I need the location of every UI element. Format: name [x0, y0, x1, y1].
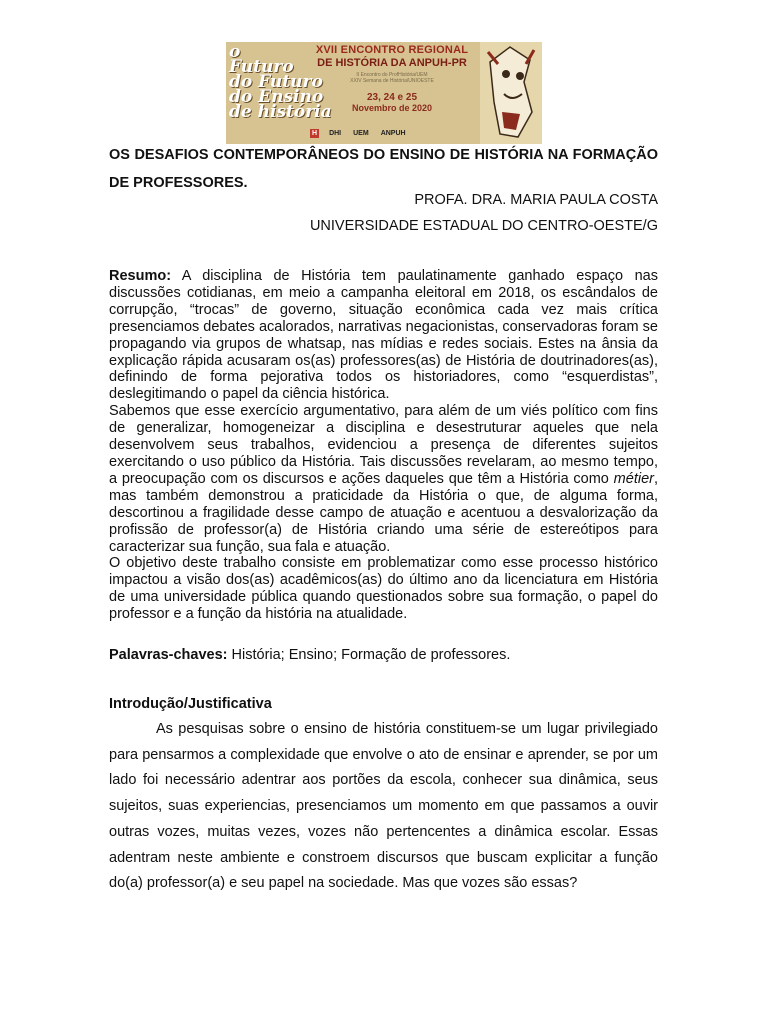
- banner-logos: [310, 126, 470, 140]
- abstract-paragraph-3: O objetivo deste trabalho consiste em problematizar como esse processo histórico impactou a visão dos(as) acadêmicos(as) do último ano da licenciatura em História de uma universidade pública quando questionados sobre sua formação, o papel do professor e a função da história na atualidade.: [109, 555, 658, 623]
- banner-logo: DHI: [329, 129, 342, 137]
- banner-title-line: do Futuro: [229, 72, 323, 92]
- author-institution: UNIVERSIDADE ESTADUAL DO CENTRO-OESTE/G: [309, 218, 658, 234]
- author-name: PROFA. DRA. MARIA PAULA COSTA: [414, 192, 658, 208]
- abstract-paragraph-2: [109, 403, 658, 555]
- abstract-text: Sabemos que esse exercício argumentativo, para além de um viés político com fins de generalizar, homogeneizar a disciplina e desestruturar aqueles que nela desenvolvem seus trabalhos, evidenciou a presença de diferentes sujeitos exercitando o uso público da História. Tais discussões revelaram, ao mesmo tempo, a preocupação com os discursos e ações daqueles que têm a História como: [109, 403, 658, 487]
- banner-title-line: do Ensino: [229, 87, 324, 107]
- banner-illustration-icon: [480, 42, 542, 144]
- banner-title-line: de história: [229, 102, 332, 122]
- event-banner: [226, 42, 542, 144]
- banner-event-line2: DE HISTÓRIA DA ANPUH-PR: [317, 57, 467, 69]
- abstract-text: , mas também demonstrou a praticidade da História o que, de alguma forma, descortinou a fragilidade desse campo de atuação e acentuou a desvalorização da profissão de professor(a) de História criando uma série de estereótipos para caracterizar sua função, sua fala e atuação.: [109, 470, 658, 555]
- paper-title: OS DESAFIOS CONTEMPORÂNEOS DO ENSINO DE HISTÓRIA NA FORMAÇÃO DE PROFESSORES.: [109, 147, 658, 191]
- keywords: [109, 647, 658, 663]
- banner-event-line1: XVII ENCONTRO REGIONAL: [315, 44, 469, 56]
- section-heading: Introdução/Justificativa: [109, 696, 272, 712]
- keywords-label: Palavras-chaves:: [109, 647, 228, 663]
- banner-event-line4: XXIV Semana de História/UNIOESTE: [350, 78, 434, 84]
- banner-title-line: o: [229, 42, 241, 62]
- banner-title-line: Futuro: [229, 57, 294, 77]
- banner-event-line3: II Encontro do ProfHistória/UEM: [356, 72, 428, 78]
- keywords-text: História; Ensino; Formação de professores.: [227, 647, 511, 663]
- abstract-paragraph-1: [109, 268, 658, 403]
- banner-logo: H: [312, 129, 318, 137]
- abstract-italic-term: métier: [613, 470, 654, 487]
- abstract-label: Resumo:: [109, 268, 172, 284]
- banner-logo: ANPUH: [380, 129, 406, 137]
- banner-logo: UEM: [353, 129, 369, 137]
- abstract-text: A disciplina de História tem paulatinamente ganhado espaço nas discussões cotidianas, em meio a campanha eleitoral em 2018, os escândalos de corrupção, “trocas” de governo, situação econômica cada vez mais crítica presenciamos debates acalorados, narrativas negacionistas, conservadoras foram se propagando via grupos de whatsap, nas mídias e redes sociais. Estes na ânsia da explicação rápida acusaram os(as) professores(as) de História de doutrinadores(as), definindo de forma pejorativa todos os historiadores, como “esquerdistas”, deslegitimando o papel da ciência histórica.: [109, 268, 658, 403]
- banner-event-info: [308, 44, 476, 113]
- banner-date-line2: Novembro de 2020: [351, 103, 433, 113]
- banner-date-line1: 23, 24 e 25: [366, 92, 418, 103]
- abstract: [109, 268, 658, 623]
- section-paragraph: As pesquisas sobre o ensino de história constituem-se um lugar privilegiado para pensarmos a complexidade que envolve o ato de ensinar e aprender, se por um lado foi necessário adentrar aos portões da escola, conhecer sua dinâmica, seus sujeitos, suas experiencias, presenciamos um momento em que passamos a ouvir outras vozes, muitas vezes, vozes não pertencentes a dinâmica escolar. Essas adentram neste ambiente e constroem discursos que buscam explicitar a função do(a) professor(a) e seu papel na sociedade. Mas que vozes são essas?: [109, 721, 658, 892]
